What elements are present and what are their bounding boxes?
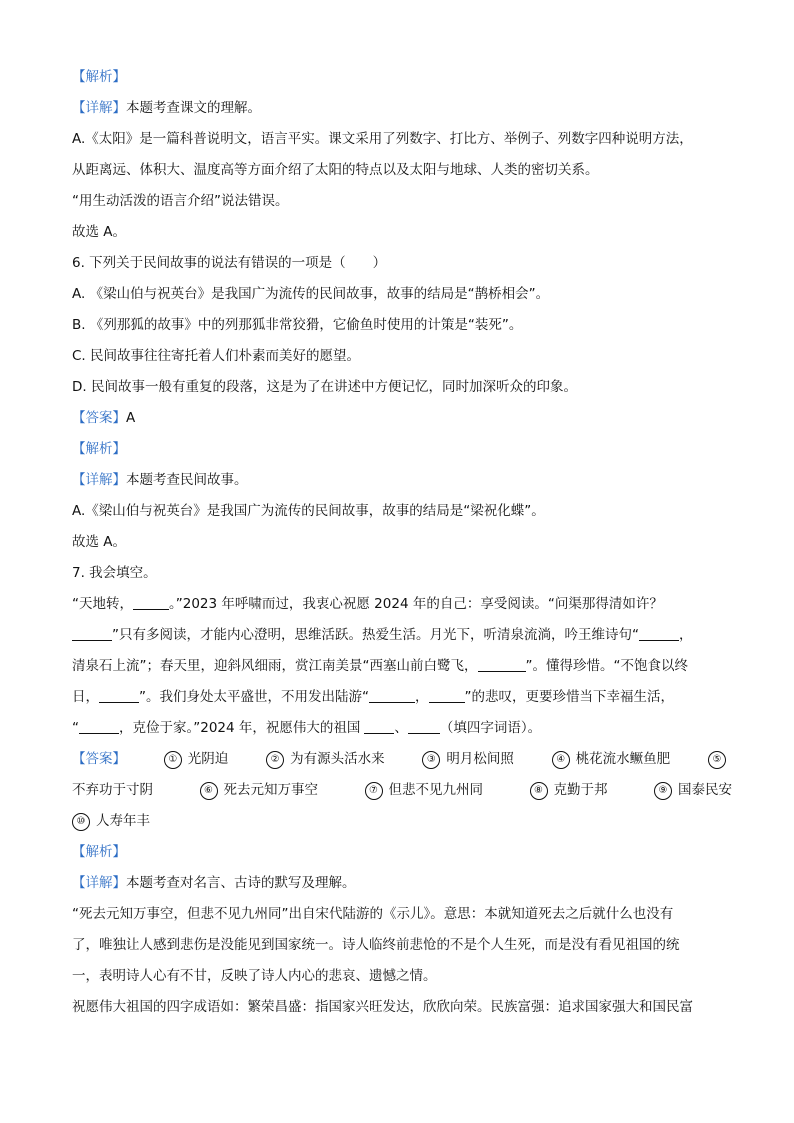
choice-conclusion: 故选 A。	[72, 534, 127, 550]
fill-blank[interactable]	[369, 687, 415, 703]
fill-blank[interactable]	[99, 687, 139, 703]
answer-item	[72, 806, 150, 837]
answer-text: 桃花流水鳜鱼肥	[575, 751, 671, 767]
answer-item	[266, 744, 385, 775]
document-page	[72, 62, 732, 1023]
detail-line	[72, 93, 732, 124]
answer-number: ①	[164, 751, 182, 769]
answer-number: ②	[266, 751, 284, 769]
fill-blank[interactable]	[72, 625, 112, 641]
answer-text: 死去元知万事空	[223, 782, 318, 798]
passage-line	[72, 713, 732, 744]
answer-text: 但悲不见九州同	[388, 782, 483, 798]
answer-item	[708, 744, 732, 775]
answer-number: ④	[552, 751, 570, 769]
explanation-line: A.《太阳》是一篇科普说明文，语言平实。课文采用了列数字、打比方、举例子、列数字四种说明方法，	[72, 131, 693, 147]
answer-number: ⑩	[72, 813, 90, 831]
fill-blank[interactable]	[364, 718, 394, 734]
passage-line	[72, 651, 732, 682]
explanation-line: “死去元知万事空，但悲不见九州同”出自宋代陆游的《示儿》。意思：本就知道死去之后就什么也没有	[72, 906, 674, 922]
question-7-stem: 7. 我会填空。	[72, 565, 157, 581]
question-6-option-b: B. 《列那狐的故事》中的列那狐非常狡猾，它偷鱼时使用的计策是“装死”。	[72, 317, 523, 333]
answer-item	[365, 775, 484, 806]
answer-item	[422, 744, 514, 775]
explanation-line: A.《梁山伯与祝英台》是我国广为流传的民间故事，故事的结局是“梁祝化蝶”。	[72, 503, 545, 519]
answer-number: ⑥	[200, 782, 218, 800]
fill-blank[interactable]	[408, 718, 440, 734]
question-6-option-c: C. 民间故事往往寄托着人们朴素而美好的愿望。	[72, 348, 361, 364]
passage-text: “	[72, 720, 79, 736]
analysis-heading: 【解析】	[72, 69, 126, 85]
answer-number: ⑦	[365, 782, 383, 800]
explanation-line: 祝愿伟大祖国的四字成语如：繁荣昌盛：指国家兴旺发达，欣欣向荣。民族富强：追求国家强大和国民富	[72, 999, 693, 1015]
passage-line	[72, 620, 732, 651]
answer-item	[200, 775, 319, 806]
detail-tag: 【详解】	[72, 100, 126, 116]
passage-text: 日，	[72, 689, 99, 705]
answer-text: 明月松间照	[446, 751, 514, 767]
answer-tag: 【答案】	[72, 751, 126, 767]
explanation-line: “用生动活泼的语言介绍”说法错误。	[72, 193, 289, 209]
passage-text: ”只有多阅读，才能内心澄明，思维活跃。热爱生活。月光下，听清泉流淌，吟王维诗句“	[112, 627, 639, 643]
detail-tag: 【详解】	[72, 472, 126, 488]
passage-text: ，克俭于家。”2024 年，祝愿伟大的祖国	[119, 720, 361, 736]
answer-text: 不弃功于寸阴	[72, 782, 153, 798]
passage-text: （填四字词语）。	[439, 720, 542, 736]
fill-blank[interactable]	[639, 625, 679, 641]
explanation-line: 一，表明诗人心有不甘，反映了诗人内心的悲哀、遗憾之情。	[72, 968, 437, 984]
answer-number: ⑤	[708, 751, 726, 769]
question-6-option-d: D. 民间故事一般有重复的段落，这是为了在讲述中方便记忆，同时加深听众的印象。	[72, 379, 577, 395]
answer-tag: 【答案】	[72, 410, 126, 426]
answer-item	[164, 744, 229, 775]
answer-number: ⑧	[530, 782, 548, 800]
passage-line	[72, 682, 732, 713]
question-6-stem: 6. 下列关于民间故事的说法有错误的一项是（ ）	[72, 255, 387, 271]
passage-text: 、	[394, 720, 408, 736]
passage-text: 。”2023 年呼啸而过，我衷心祝愿 2024 年的自己：享受阅读。“问渠那得清如许？	[169, 596, 663, 612]
detail-text: 本题考查民间故事。	[126, 472, 248, 488]
fill-blank[interactable]	[429, 687, 465, 703]
choice-conclusion: 故选 A。	[72, 224, 127, 240]
answer-item	[654, 775, 732, 806]
answer-row	[72, 806, 732, 837]
answer-row	[72, 744, 732, 775]
answer-text: 克勤于邦	[553, 782, 608, 798]
passage-text: ，	[415, 689, 429, 705]
answer-value: A	[126, 410, 136, 426]
passage-line	[72, 589, 732, 620]
answer-text: 为有源头活水来	[290, 751, 385, 767]
detail-line	[72, 868, 732, 899]
fill-blank[interactable]	[133, 594, 169, 610]
answer-row	[72, 775, 732, 806]
explanation-line: 了，唯独让人感到悲伤是没能见到国家统一。诗人临终前悲怆的不是个人生死，而是没有看见祖国的统	[72, 937, 680, 953]
detail-text: 本题考查课文的理解。	[126, 100, 261, 116]
answer-number: ③	[422, 751, 440, 769]
analysis-heading: 【解析】	[72, 441, 126, 457]
passage-text: ”。我们身处太平盛世，不用发出陆游“	[139, 689, 369, 705]
explanation-line: 从距离远、体积大、温度高等方面介绍了太阳的特点以及太阳与地球、人类的密切关系。	[72, 162, 599, 178]
passage-text: ”的悲叹，更要珍惜当下幸福生活，	[464, 689, 674, 705]
answer-item	[552, 744, 671, 775]
answer-number: ⑨	[654, 782, 672, 800]
detail-line	[72, 465, 732, 496]
answer-item	[530, 775, 608, 806]
passage-text: ，	[679, 627, 693, 643]
detail-tag: 【详解】	[72, 875, 126, 891]
question-6-option-a: A. 《梁山伯与祝英台》是我国广为流传的民间故事，故事的结局是“鹊桥相会”。	[72, 286, 550, 302]
fill-blank[interactable]	[478, 656, 526, 672]
answer-text: 光阴迫	[187, 751, 229, 767]
detail-text: 本题考查对名言、古诗的默写及理解。	[126, 875, 356, 891]
fill-blank[interactable]	[79, 718, 119, 734]
answer-text: 人寿年丰	[96, 813, 150, 829]
passage-text: ”。懂得珍惜。“不饱食以终	[525, 658, 688, 674]
analysis-heading: 【解析】	[72, 844, 126, 860]
answer-line	[72, 403, 732, 434]
answer-text: 国泰民安	[678, 782, 732, 798]
passage-text: “天地转，	[72, 596, 133, 612]
passage-text: 清泉石上流”；春天里，迎斜风细雨，赏江南美景“西塞山前白鹭飞，	[72, 658, 478, 674]
